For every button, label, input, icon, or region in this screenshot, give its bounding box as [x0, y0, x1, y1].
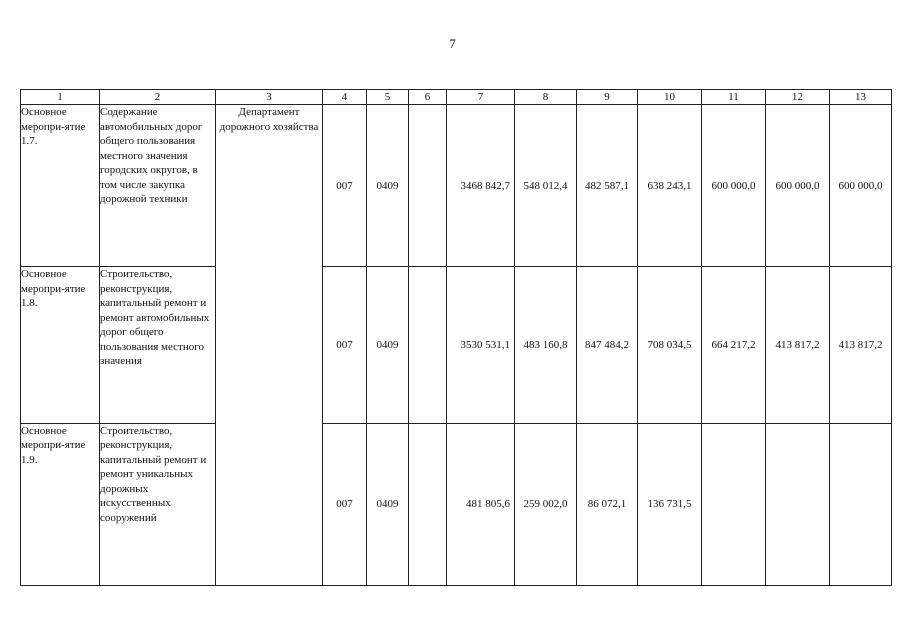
- amount-cell: 3468 842,7: [447, 105, 515, 267]
- activity-name: Содержание автомобильных дорог общего пользования местного значения городских округов, в том числе закупка дорожной техники: [100, 105, 216, 267]
- activity-name: Строительство, реконструкция, капитальный ремонт и ремонт уникальных дорожных искусственных сооружений: [100, 423, 216, 585]
- department-cell: Департамент дорожного хозяйства: [216, 105, 323, 586]
- amount-cell: 600 000,0: [830, 105, 892, 267]
- column-header: 11: [702, 90, 766, 105]
- column-header: 12: [766, 90, 830, 105]
- activity-name: Строительство, реконструкция, капитальный ремонт и ремонт автомобильных дорог общего пользования местного значения: [100, 267, 216, 423]
- amount-cell: 3530 531,1: [447, 267, 515, 423]
- header-row: [21, 90, 892, 105]
- column-header: 2: [100, 90, 216, 105]
- table-row: [21, 267, 892, 423]
- column-header: 1: [21, 90, 100, 105]
- activity-category: Основное меропри-ятие 1.7.: [21, 105, 100, 267]
- empty-code-cell: [409, 423, 447, 585]
- table-row: [21, 423, 892, 585]
- code-cell: 007: [323, 267, 367, 423]
- amount-cell: 481 805,6: [447, 423, 515, 585]
- amount-cell: 413 817,2: [766, 267, 830, 423]
- code-cell: 007: [323, 105, 367, 267]
- amount-cell: 708 034,5: [638, 267, 702, 423]
- column-header: 7: [447, 90, 515, 105]
- empty-code-cell: [409, 105, 447, 267]
- page-number: 7: [449, 36, 456, 51]
- amount-cell: 600 000,0: [766, 105, 830, 267]
- amount-cell: 413 817,2: [830, 267, 892, 423]
- amount-cell: 483 160,8: [515, 267, 577, 423]
- amount-cell: 847 484,2: [577, 267, 638, 423]
- section-code-cell: 0409: [367, 267, 409, 423]
- section-code-cell: 0409: [367, 423, 409, 585]
- column-header: 8: [515, 90, 577, 105]
- section-code-cell: 0409: [367, 105, 409, 267]
- amount-cell: 638 243,1: [638, 105, 702, 267]
- column-header: 5: [367, 90, 409, 105]
- amount-cell: 136 731,5: [638, 423, 702, 585]
- amount-cell: 548 012,4: [515, 105, 577, 267]
- table-row: [21, 105, 892, 267]
- amount-cell: 482 587,1: [577, 105, 638, 267]
- budget-table: [20, 89, 892, 586]
- activity-category: Основное меропри-ятие 1.9.: [21, 423, 100, 585]
- amount-cell: [766, 423, 830, 585]
- amount-cell: [830, 423, 892, 585]
- column-header: 13: [830, 90, 892, 105]
- amount-cell: 259 002,0: [515, 423, 577, 585]
- column-header: 6: [409, 90, 447, 105]
- amount-cell: 600 000,0: [702, 105, 766, 267]
- amount-cell: [702, 423, 766, 585]
- activity-category: Основное меропри-ятие 1.8.: [21, 267, 100, 423]
- column-header: 3: [216, 90, 323, 105]
- amount-cell: 86 072,1: [577, 423, 638, 585]
- amount-cell: 664 217,2: [702, 267, 766, 423]
- column-header: 4: [323, 90, 367, 105]
- column-header: 10: [638, 90, 702, 105]
- column-header: 9: [577, 90, 638, 105]
- empty-code-cell: [409, 267, 447, 423]
- code-cell: 007: [323, 423, 367, 585]
